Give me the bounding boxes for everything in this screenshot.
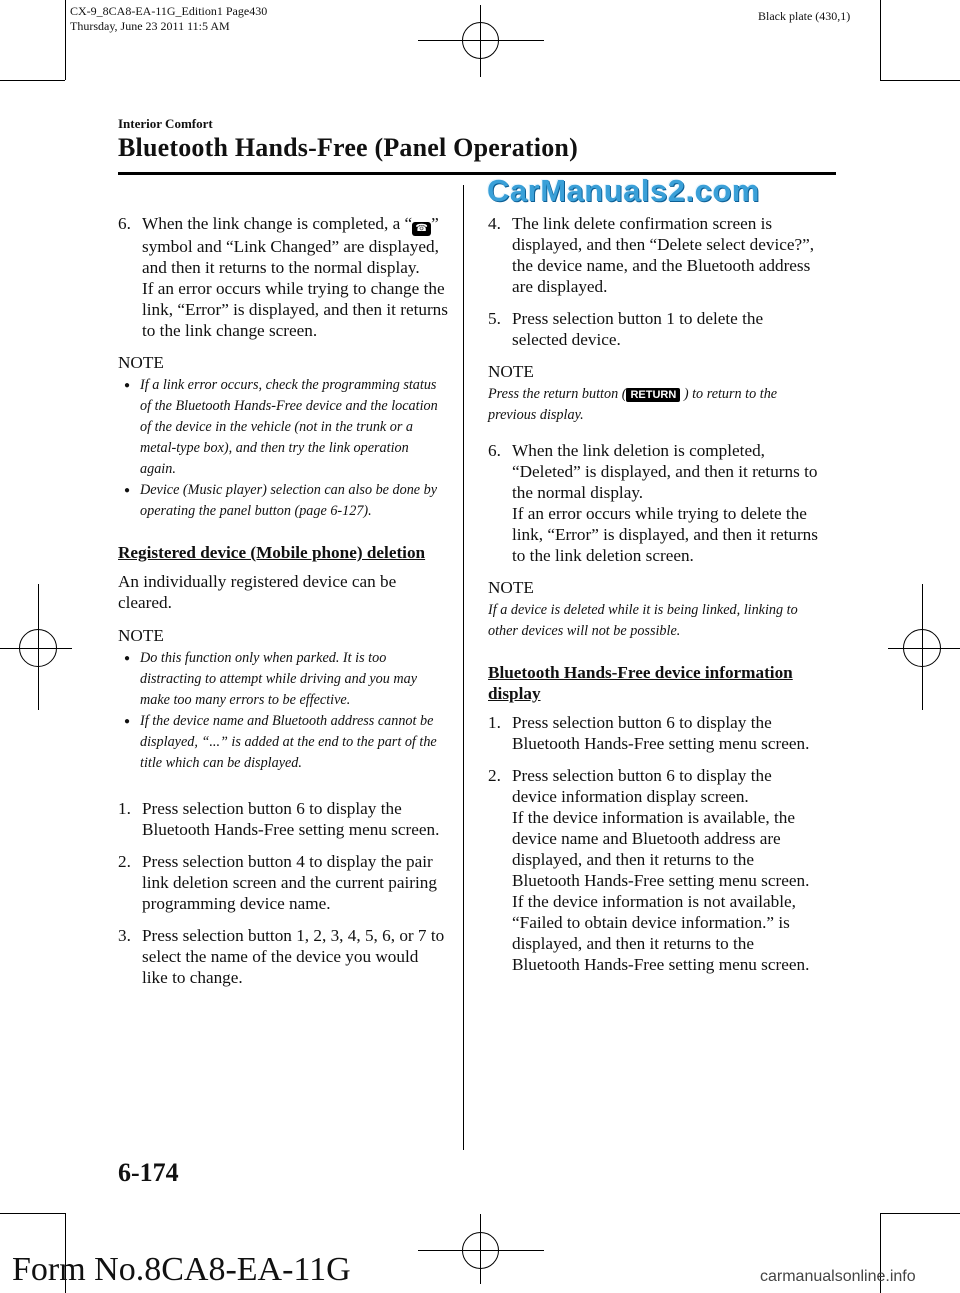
note-item: ● If the device name and Bluetooth address cannot be displayed, “...” is added at the end to the part of the title which can be displayed. [124, 713, 437, 771]
step-5: 5. Press selection button 1 to delete the selected device. [488, 309, 764, 349]
left-column [118, 213, 448, 999]
step-6-link-change [118, 213, 448, 341]
note-item: ● Device (Music player) selection can also be done by operating the panel button (page 6-127). [124, 482, 438, 519]
print-header [70, 4, 267, 34]
step-3: 3. Press selection button 1, 2, 3, 4, 5, 6, or 7 to select the name of the device you would like to change. [118, 926, 445, 987]
form-number: Form No.8CA8-EA-11G [12, 1251, 351, 1288]
phone-icon: ☎ [412, 222, 431, 236]
step-text-error: If an error occurs while trying to change the link, “Error” is displayed, and then it returns to the link change screen. [142, 279, 448, 340]
step-2: 2. Press selection button 4 to display the pair link deletion screen and the current pairing programming device name. [118, 852, 437, 913]
intro-paragraph: An individually registered device can be cleared. [118, 572, 397, 612]
page-number: 6-174 [118, 1158, 179, 1187]
page-title: Bluetooth Hands-Free (Panel Operation) [118, 133, 578, 162]
note-heading: NOTE [118, 353, 164, 372]
note-list [118, 648, 448, 774]
watermark-site: carmanualsonline.info [760, 1268, 916, 1285]
right-column [488, 213, 818, 986]
note-item: ● Do this function only when parked. It is too distracting to attempt while driving and you may make too many errors to be effective. [124, 650, 418, 708]
step-text: When the link change is completed, a “ [142, 214, 413, 233]
subheading-device-info: Bluetooth Hands-Free device information display [488, 663, 793, 703]
step-4: 4. The link delete confirmation screen is displayed, and then “Delete select device?”, the device name, and the Bluetooth address are displayed. [488, 214, 815, 296]
step-1: 1. Press selection button 6 to display the Bluetooth Hands-Free setting menu screen. [118, 799, 440, 839]
bullet-icon: ● [124, 485, 131, 496]
step-1-info: 1. Press selection button 6 to display the Bluetooth Hands-Free setting menu screen. [488, 713, 810, 753]
bullet-icon: ● [124, 653, 131, 664]
step-6-link-deletion: 6. When the link deletion is completed, “Deleted” is displayed, and then it returns to the normal display. If an error occurs while trying to delete the link, “Error” is displayed, and then it returns to the link deletion screen. [488, 441, 818, 565]
step-number: 6. [118, 214, 131, 233]
section-label: Interior Comfort [118, 116, 213, 131]
note-heading: NOTE [488, 362, 534, 381]
print-header-line1: CX-9_8CA8-EA-11G_Edition1 Page430 [70, 4, 268, 18]
note-heading: NOTE [488, 578, 534, 597]
note-item: ● If a link error occurs, check the programming status of the Bluetooth Hands-Free device and the location of the device in the vehicle (not in the trunk or a metal-type box), and then try the link operation again. [124, 377, 438, 477]
print-header-line2: Thursday, June 23 2011 11:5 AM [70, 19, 230, 33]
note-list [118, 375, 448, 522]
watermark-logo: CarManuals2.com [487, 173, 760, 208]
subheading-device-deletion: Registered device (Mobile phone) deletion [118, 543, 426, 562]
bullet-icon: ● [124, 716, 131, 727]
step-2-info: 2. Press selection button 6 to display the device information display screen. If the device information is available, the device name and Bluetooth address are displayed, and then it returns to the Bluetooth Hands-Free setting menu screen. If the device information is not available, “Failed to obtain device information.” is displayed, and then it returns to the Bluetooth Hands-Free setting menu screen. [488, 766, 810, 974]
step-text-cont: ” symbol and “Link Changed” are displayed, and then it returns to the normal display. [142, 214, 439, 277]
note-linking: If a device is deleted while it is being linked, linking to other devices will not be possible. [488, 602, 798, 639]
column-divider [463, 185, 464, 1150]
plate-label: Black plate (430,1) [758, 9, 851, 23]
note-heading: NOTE [118, 626, 164, 645]
return-button-icon: RETURN [626, 388, 680, 402]
note-return: Press the return button ( RETURN ) to return to the previous display. [488, 386, 778, 423]
bullet-icon: ● [124, 380, 131, 391]
